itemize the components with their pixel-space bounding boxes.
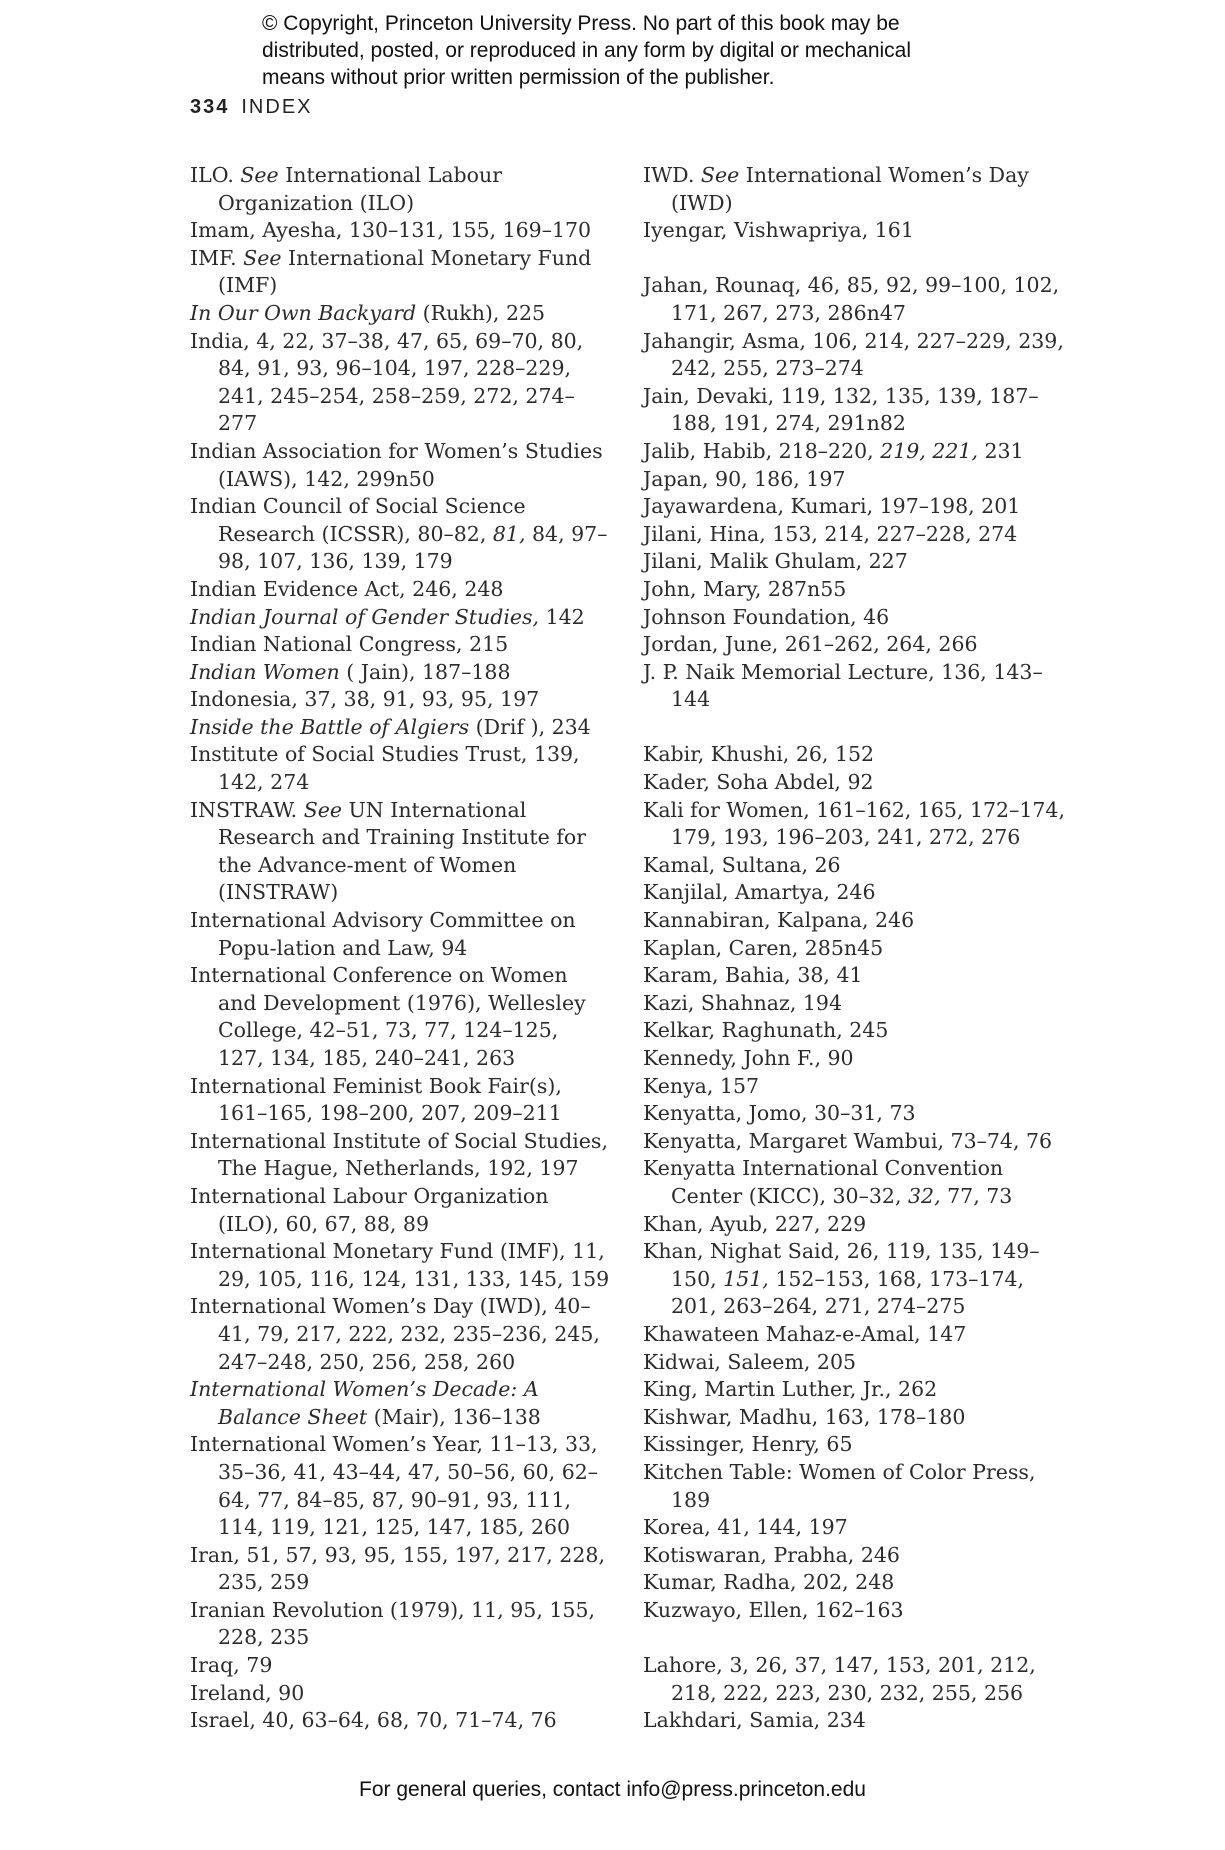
index-entry: International Women’s Year, 11–13, 33, 35–36, 41, 43–44, 47, 50–56, 60, 62–64, 77, 84–85, 87, 90–91, 93, 111, 114, 119, 121, 125, 147, 185, 260 — [190, 1432, 599, 1540]
index-entry: Karam, Bahia, 38, 41 — [643, 963, 863, 988]
index-entry: Kitchen Table: Women of Color Press, 189 — [643, 1459, 1036, 1512]
index-entry: Kali for Women, 161–162, 165, 172–174, 179, 193, 196–203, 241, 272, 276 — [643, 797, 1065, 850]
index-entry: Kissinger, Henry, 65 — [643, 1432, 853, 1457]
index-entry: Kanjilal, Amartya, 246 — [643, 880, 876, 905]
index-entry: IWD. See International Women’s Day (IWD) — [643, 163, 1029, 215]
index-entry: Indonesia, 37, 38, 91, 93, 95, 197 — [190, 687, 540, 712]
index-entry: J. P. Naik Memorial Lecture, 136, 143–144 — [643, 659, 1043, 712]
index-entry: Iyengar, Vishwapriya, 161 — [643, 218, 914, 243]
index-entry: Indian National Congress, 215 — [190, 632, 509, 657]
index-entry: Khawateen Mahaz-e-Amal, 147 — [643, 1321, 967, 1346]
copyright-line: © Copyright, Princeton University Press. No part of this book may be — [262, 12, 900, 35]
index-entry: Khan, Ayub, 227, 229 — [643, 1211, 867, 1236]
index-entry: Japan, 90, 186, 197 — [643, 466, 846, 491]
index-entry: Kaplan, Caren, 285n45 — [643, 935, 884, 960]
index-entry: ILO. See International Labour Organization (ILO) — [190, 163, 503, 215]
index-entry: Indian Women ( Jain), 187–188 — [190, 659, 511, 684]
index-entry: Imam, Ayesha, 130–131, 155, 169–170 — [190, 218, 592, 243]
copyright-line: distributed, posted, or reproduced in any form by digital or mechanical — [262, 39, 912, 62]
index-entry: Institute of Social Studies Trust, 139, 142, 274 — [190, 742, 580, 795]
index-entry: Kader, Soha Abdel, 92 — [643, 770, 874, 795]
index-entry: Indian Council of Social Science Research (ICSSR), 80–82, 81, 84, 97–98, 107, 136, 139, 179 — [190, 494, 608, 574]
index-entry: International Advisory Committee on Popu-lation and Law, 94 — [190, 908, 576, 960]
index-entry: Kuzwayo, Ellen, 162–163 — [643, 1597, 904, 1622]
index-entry: John, Mary, 287n55 — [643, 576, 847, 601]
index-entry: Kenya, 157 — [643, 1073, 760, 1098]
index-entry: International Women’s Decade: A Balance Sheet (Mair), 136–138 — [190, 1377, 541, 1429]
index-entry: King, Martin Luther, Jr., 262 — [643, 1377, 938, 1402]
index-entry: Inside the Battle of Algiers (Drif ), 234 — [190, 714, 591, 739]
index-entry: Jahangir, Asma, 106, 214, 227–229, 239, 242, 255, 273–274 — [643, 328, 1064, 381]
index-entry: Indian Journal of Gender Studies, 142 — [190, 604, 585, 629]
section-title: INDEX — [241, 96, 313, 118]
copyright-line: means without prior written permission of the publisher. — [262, 66, 775, 89]
index-entry: Iran, 51, 57, 93, 95, 155, 197, 217, 228, 235, 259 — [190, 1542, 605, 1595]
running-head — [190, 96, 313, 119]
index-column-left — [190, 162, 610, 1735]
index-entry: Indian Association for Women’s Studies (IAWS), 142, 299n50 — [190, 438, 603, 491]
index-entry: Kenyatta International Convention Center (KICC), 30–32, 32, 77, 73 — [643, 1156, 1013, 1208]
index-entry: Jordan, June, 261–262, 264, 266 — [643, 632, 978, 657]
index-entry: International Conference on Women and Development (1976), Wellesley College, 42–51, 73, 77, 124–125, 127, 134, 185, 240–241, 263 — [190, 963, 586, 1070]
index-entry: Kotiswaran, Prabha, 246 — [643, 1542, 900, 1567]
letter-group-gap — [643, 1624, 1073, 1652]
index-entry: Kabir, Khushi, 26, 152 — [643, 742, 875, 767]
index-entry: International Labour Organization (ILO), 60, 67, 88, 89 — [190, 1183, 549, 1236]
index-entry: Jayawardena, Kumari, 197–198, 201 — [643, 494, 1021, 519]
index-entry: Kazi, Shahnaz, 194 — [643, 990, 842, 1015]
letter-group-gap — [643, 714, 1073, 742]
index-column-right — [643, 162, 1073, 1735]
index-entry: International Women’s Day (IWD), 40–41, 79, 217, 222, 232, 235–236, 245, 247–248, 250, 256, 258, 260 — [190, 1294, 600, 1374]
copyright-notice — [262, 10, 1022, 91]
index-entry: Indian Evidence Act, 246, 248 — [190, 576, 504, 601]
index-entry: Kannabiran, Kalpana, 246 — [643, 908, 915, 933]
index-entry: Iraq, 79 — [190, 1653, 273, 1678]
index-entry: Israel, 40, 63–64, 68, 70, 71–74, 76 — [190, 1708, 557, 1733]
footer-contact: For general queries, contact info@press.princeton.edu — [359, 1778, 866, 1801]
index-entry: Kelkar, Raghunath, 245 — [643, 1018, 889, 1043]
index-entry: Johnson Foundation, 46 — [643, 604, 890, 629]
index-entry: INSTRAW. See UN International Research and Training Institute for the Advance-ment of Women (INSTRAW) — [190, 797, 587, 905]
index-entry: International Monetary Fund (IMF), 11, 29, 105, 116, 124, 131, 133, 145, 159 — [190, 1239, 610, 1291]
page-number: 334 — [190, 96, 230, 118]
index-entry: Kenyatta, Margaret Wambui, 73–74, 76 — [643, 1128, 1053, 1153]
index-entry: Jilani, Hina, 153, 214, 227–228, 274 — [643, 521, 1018, 546]
index-entry: Jilani, Malik Ghulam, 227 — [643, 549, 908, 574]
index-entry: Kidwai, Saleem, 205 — [643, 1349, 857, 1374]
index-entry: Khan, Nighat Said, 26, 119, 135, 149–150, 151, 152–153, 168, 173–174, 201, 263–264, 271, 274–275 — [643, 1239, 1040, 1319]
index-entry: IMF. See International Monetary Fund (IMF) — [190, 245, 592, 298]
index-entry: Kennedy, John F., 90 — [643, 1046, 854, 1070]
index-entry: India, 4, 22, 37–38, 47, 65, 69–70, 80, 84, 91, 93, 96–104, 197, 228–229, 241, 245–254, 258–259, 272, 274–277 — [190, 328, 584, 436]
index-entry: Iranian Revolution (1979), 11, 95, 155, 228, 235 — [190, 1597, 596, 1650]
index-entry: Kenyatta, Jomo, 30–31, 73 — [643, 1101, 916, 1126]
index-entry: Korea, 41, 144, 197 — [643, 1515, 848, 1540]
index-entry: Kumar, Radha, 202, 248 — [643, 1570, 895, 1595]
index-entry: Lahore, 3, 26, 37, 147, 153, 201, 212, 218, 222, 223, 230, 232, 255, 256 — [643, 1653, 1036, 1705]
index-entry: International Feminist Book Fair(s), 161–165, 198–200, 207, 209–211 — [190, 1073, 562, 1126]
index-entry: International Institute of Social Studies, The Hague, Netherlands, 192, 197 — [190, 1128, 608, 1181]
index-entry: Lakhdari, Samia, 234 — [643, 1708, 866, 1733]
index-entry: Jahan, Rounaq, 46, 85, 92, 99–100, 102, 171, 267, 273, 286n47 — [643, 273, 1060, 325]
index-entry: Kamal, Sultana, 26 — [643, 852, 841, 877]
index-entry: Jalib, Habib, 218–220, 219, 221, 231 — [643, 438, 1024, 463]
index-entry: Ireland, 90 — [190, 1680, 305, 1705]
letter-group-gap — [643, 245, 1073, 273]
index-entry: In Our Own Backyard (Rukh), 225 — [190, 300, 546, 325]
index-entry: Jain, Devaki, 119, 132, 135, 139, 187–188, 191, 274, 291n82 — [643, 383, 1039, 436]
index-entry: Kishwar, Madhu, 163, 178–180 — [643, 1404, 966, 1429]
